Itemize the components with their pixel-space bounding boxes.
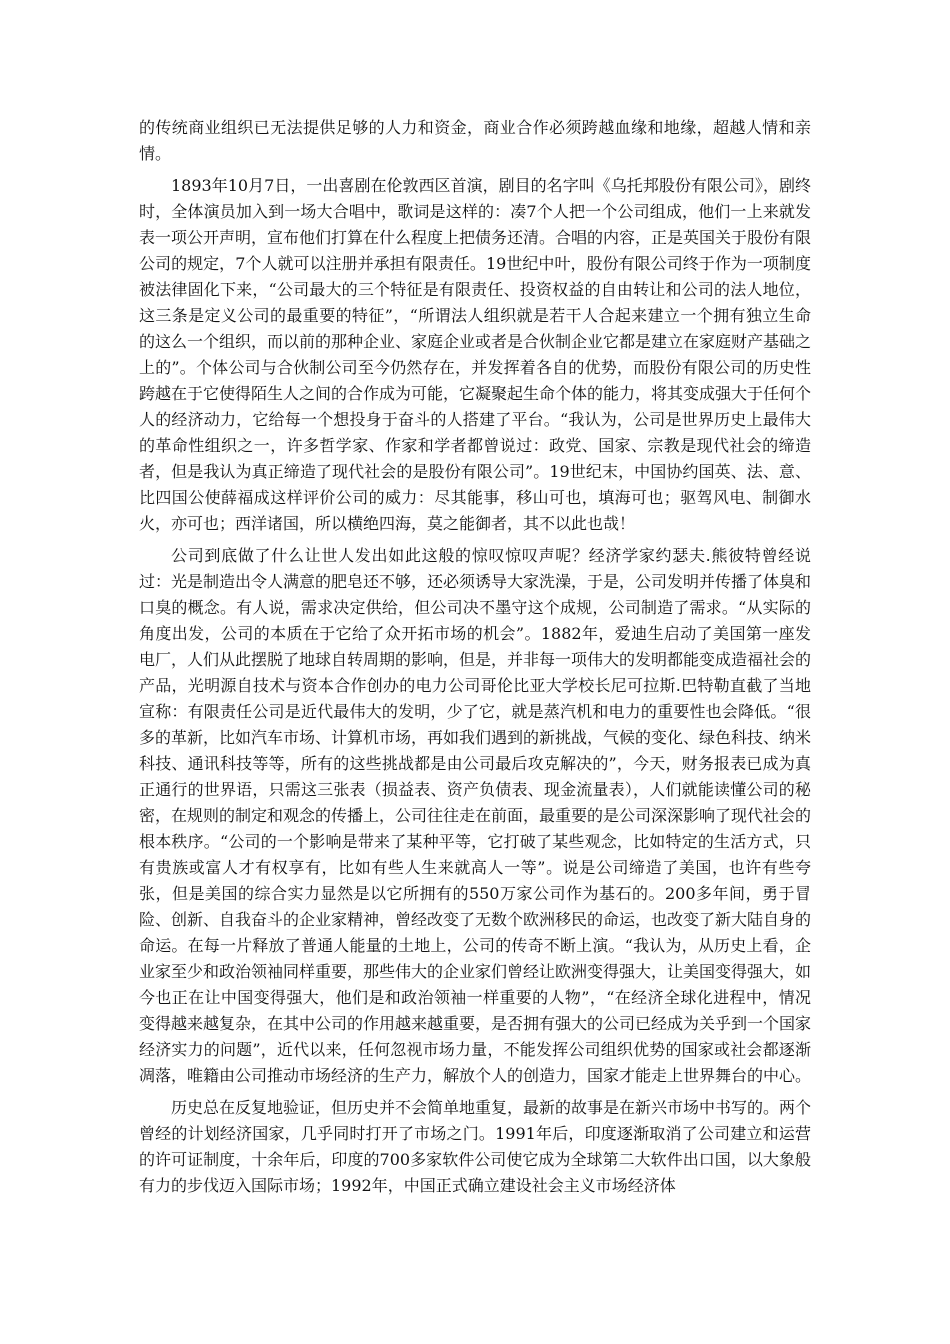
document-page [139, 115, 811, 1205]
paragraph-emerging-markets: 历史总在反复地验证，但历史并不会简单地重复，最新的故事是在新兴市场中书写的。两个曾经的计划经济国家，几乎同时打开了市场之门。1991年后，印度逐渐取消了公司建立和运营的许可证制度，十余年后，印度的700多家软件公司使它成为全球第二大软件出口国，以大象般有力的步伐迈入国际市场；1992年，中国正式确立建设社会主义市场经济体 [139, 1098, 812, 1195]
paragraph-continuation: 的传统商业组织已无法提供足够的人力和资金，商业合作必须跨越血缘和地缘，超越人情和亲情。 [139, 118, 811, 163]
paragraph-joint-stock-history: 1893年10月7日，一出喜剧在伦敦西区首演，剧目的名字叫《乌托邦股份有限公司》，剧终时，全体演员加入到一场大合唱中，歌词是这样的：凑7个人把一个公司组成，他们一上来就发表一项公开声明，宣布他们打算在什么程度上把债务还清。合唱的内容，正是英国关于股份有限公司的规定，7个人就可以注册并承担有限责任。19世纪中叶，股份有限公司终于作为一项制度被法律固化下来，“公司最大的三个特征是有限责任、投资权益的自由转让和公司的法人地位，这三条是定义公司的最重要的特征”，“所谓法人组织就是若干人合起来建立一个拥有独立生命的这么一个组织，而以前的那种企业、家庭企业或者是合伙制企业它都是建立在家庭财产基础之上的”。个体公司与合伙制公司至今仍然存在，并发挥着各自的优势，而股份有限公司的历史性跨越在于它使得陌生人之间的合作成为可能，它凝聚起生命个体的能力，将其变成强大于任何个人的经济动力，它给每一个想投身于奋斗的人搭建了平台。“我认为，公司是世界历史上最伟大的革命性组织之一，许多哲学家、作家和学者都曾说过：政党、国家、宗教是现代社会的缔造者，但是我认为真正缔造了现代社会的是股份有限公司”。19世纪末，中国协约国英、法、意、比四国公使薛福成这样评价公司的威力：尽其能事，移山可也，填海可也；驱驾风电、制御水火，亦可也；西洋诸国，所以横绝四海，莫之能御者，其不以此也哉！ [139, 176, 812, 533]
paragraph-company-impact: 公司到底做了什么让世人发出如此这般的惊叹惊叹声呢？经济学家约瑟夫.熊彼特曾经说过：光是制造出令人满意的肥皂还不够，还必须诱导大家洗澡，于是，公司发明并传播了体臭和口臭的概念。有人说，需求决定供给，但公司决不墨守这个成规，公司制造了需求。“从实际的角度出发，公司的本质在于它给了众开拓市场的机会”。1882年，爱迪生启动了美国第一座发电厂，人们从此摆脱了地球自转周期的影响，但是，并非每一项伟大的发明都能变成造福社会的产品，光明源自技术与资本合作创办的电力公司哥伦比亚大学校长尼可拉斯.巴特勒直截了当地宣称：有限责任公司是近代最伟大的发明，少了它，就是蒸汽机和电力的重要性也会降低。“很多的革新，比如汽车市场、计算机市场，再如我们遇到的新挑战，气候的变化、绿色科技、纳米科技、通讯科技等等，所有的这些挑战都是由公司最后攻克解决的”，今天，财务报表已成为真正通行的世界语，只需这三张表（损益表、资产负债表、现金流量表），人们就能读懂公司的秘密，在规则的制定和观念的传播上，公司往往走在前面，最重要的是公司深深影响了现代社会的根本秩序。“公司的一个影响是带来了某种平等，它打破了某些观念，比如特定的生活方式，只有贵族或富人才有权享有，比如有些人生来就高人一等”。说是公司缔造了美国，也许有些夸张，但是美国的综合实力显然是以它所拥有的550万家公司作为基石的。200多年间，勇于冒险、创新、自我奋斗的企业家精神，曾经改变了无数个欧洲移民的命运，也改变了新大陆自身的命运。在每一片释放了普通人能量的土地上，公司的传奇不断上演。“我认为，从历史上看，企业家至少和政治领袖同样重要，那些伟大的企业家们曾经让欧洲变得强大，让美国变得强大，如今也正在让中国变得强大，他们是和政治领袖一样重要的人物”，“在经济全球化进程中，情况变得越来越复杂，在其中公司的作用越来越重要，是否拥有强大的公司已经成为关乎到一个国家经济实力的问题”，近代以来，任何忽视市场力量，不能发挥公司组织优势的国家或社会都逐渐凋落，唯籍由公司推动市场经济的生产力，解放个人的创造力，国家才能走上世界舞台的中心。 [139, 546, 812, 1085]
